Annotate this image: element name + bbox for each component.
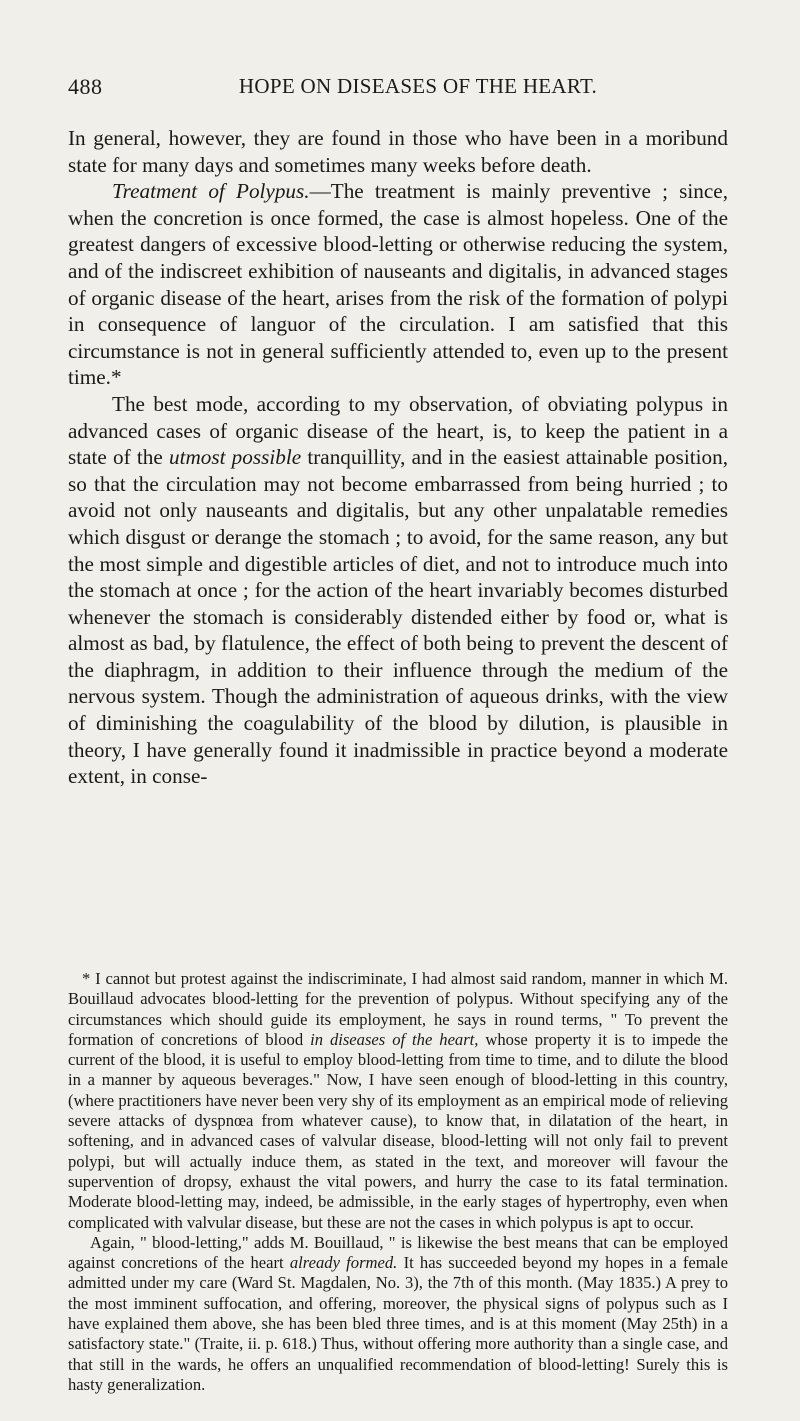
emphasis: in diseases of the heart, — [310, 1029, 479, 1049]
paragraph — [68, 178, 728, 391]
footnote-text: Again, " blood-letting," adds M. Bouillaud, " is likewise the best means that can be employed against concretions of the heart — [68, 1232, 728, 1273]
page-number: 488 — [68, 74, 103, 99]
paragraph — [68, 391, 728, 790]
footnote-text: whose property it is to impede the current of the blood, it is useful to employ blood-letting from time to time, and to dilute the blood in a manner by aqueous beverages." Now, I have seen enough of blood-letting in this country, (where practitioners have never been very shy of its employment as an empirical mode of relieving severe attacks of dyspnœa from whatever cause), to know that, in dilatation of the heart, in softening, and in advanced cases of valvular disease, blood-letting will not only fail to prevent polypi, but will actually induce them, as stated in the text, and moreover will favour the supervention of dropsy, exhaust the vital powers, and hurry the case to its fatal termination. Moderate blood-letting may, indeed, be admissible, in the early stages of hypertrophy, even when complicated with valvular disease, but these are not the cases in which polypus is apt to occur. — [68, 1029, 728, 1232]
footnote-text: It has succeeded beyond my hopes in a female admitted under my care (Ward St. Magdalen, No. 3), the 7th of this month. (May 1835.) A prey to the most imminent suffocation, and offering, moreover, the physical signs of polypus such as I have explained them above, she has been bled three times, and is at this moment (May 25th) in a satisfactory state." (Traite, ii. p. 618.) Thus, without offering more authority than a single case, and that still in the wards, he offers an unqualified recommendation of blood-letting! Surely this is hasty generalization. — [68, 1253, 728, 1394]
emphasis: utmost possible — [168, 445, 302, 470]
emphasis: already formed. — [289, 1253, 398, 1273]
running-title: HOPE ON DISEASES OF THE HEART. — [238, 74, 598, 98]
paragraph-text: The best mode, according to my observation, of obviating polypus in advanced cases of organic disease of the heart, is, to keep the patient in a state of the — [68, 391, 728, 470]
footnote-text: * I cannot but protest against the indiscriminate, I had almost said random, manner in which M. Bouillaud advocates blood-letting for the prevention of polypus. Without specifying any of the circumstances which should guide its employment, he says in round terms, " To prevent the formation of concretions of blood — [68, 969, 728, 1049]
main-text — [68, 125, 728, 790]
section-heading: Treatment of Polypus. — [112, 179, 310, 204]
paragraph-text: In general, however, they are found in those who have been in a moribund state for many days and sometimes many weeks before death. — [68, 126, 728, 177]
footnote-paragraph — [68, 969, 728, 1233]
paragraph-text: tranquillity, and in the easiest attainable position, so that the circulation may not become embarrassed from being hurried ; to avoid not only nauseants and digitalis, but any other unpalatable remedies which disgust or derange the stomach ; to avoid, for the same reason, any but the most simple and digestible articles of diet, and not to introduce much into the stomach at once ; for the action of the heart invariably becomes disturbed whenever the stomach is considerably distended either by food or, what is almost as bad, by flatulence, the effect of both being to prevent the descent of the diaphragm, in addition to their influence through the medium of the nervous system. Though the administration of aqueous drinks, with the view of diminishing the coagulability of the blood by dilution, is plausible in theory, I have generally found it inadmissible in practice beyond a moderate extent, in conse- — [68, 445, 728, 789]
paragraph — [68, 125, 728, 178]
footnote — [68, 969, 728, 1395]
footnote-paragraph — [68, 1233, 728, 1395]
running-head — [68, 74, 728, 108]
paragraph-text: —The treatment is mainly preventive ; since, when the concretion is once formed, the case is almost hopeless. One of the greatest dangers of excessive blood-letting or otherwise reducing the system, and of the indiscreet exhibition of nauseants and digitalis, in advanced stages of organic disease of the heart, arises from the risk of the formation of polypi in consequence of languor of the circulation. I am satisfied that this circumstance is not in general sufficiently attended to, even up to the present time.* — [68, 179, 728, 390]
